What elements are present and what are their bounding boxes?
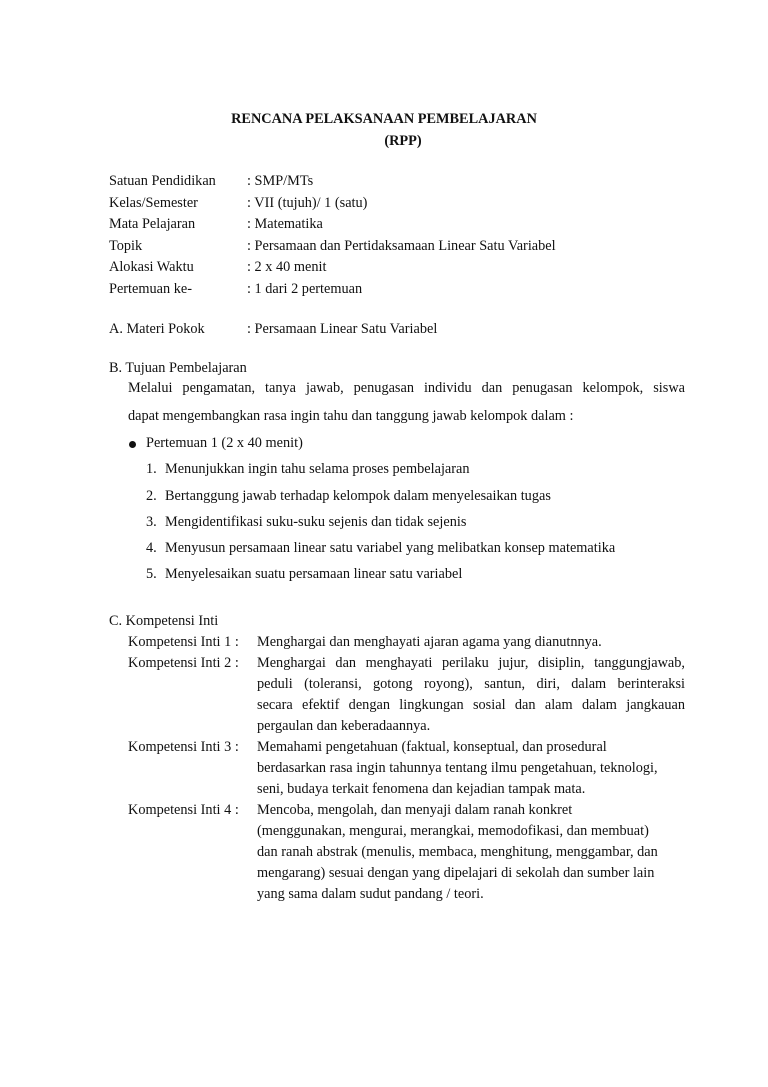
- ki-text: peduli (toleransi, gotong royong), santun, diri, dalam berinteraksi: [257, 676, 685, 692]
- identity-value: : 2 x 40 menit: [247, 259, 327, 275]
- identity-value: : SMP/MTs: [247, 173, 314, 189]
- objective-text: Menunjukkan ingin tahu selama proses pembelajaran: [165, 461, 470, 477]
- ki-text: mengarang) sesuai dengan yang dipelajari di sekolah dan sumber lain: [257, 865, 655, 881]
- document-title: RENCANA PELAKSANAAN PEMBELAJARAN: [231, 111, 537, 127]
- ki-text: Memahami pengetahuan (faktual, konseptual, dan prosedural: [257, 739, 607, 755]
- identity-label: Pertemuan ke-: [109, 281, 192, 297]
- bullet-icon: [129, 441, 136, 448]
- objective-text: Bertanggung jawab terhadap kelompok dalam menyelesaikan tugas: [165, 488, 551, 504]
- objective-text: Menyelesaikan suatu persamaan linear satu variabel: [165, 566, 463, 582]
- objective-text: Mengidentifikasi suku-suku sejenis dan tidak sejenis: [165, 514, 467, 530]
- ki-text: berdasarkan rasa ingin tahunnya tentang ilmu pengetahuan, teknologi,: [257, 760, 658, 776]
- identity-label: Alokasi Waktu: [109, 259, 194, 275]
- identity-label: Satuan Pendidikan: [109, 173, 216, 189]
- document-subtitle: (RPP): [384, 133, 422, 149]
- ki-label: Kompetensi Inti 1 :: [128, 634, 239, 650]
- identity-value: : VII (tujuh)/ 1 (satu): [247, 195, 368, 211]
- section-a-label: A. Materi Pokok: [109, 321, 205, 337]
- section-a-value: : Persamaan Linear Satu Variabel: [247, 321, 438, 337]
- ki-label: Kompetensi Inti 2 :: [128, 655, 239, 671]
- identity-value: : 1 dari 2 pertemuan: [247, 281, 363, 297]
- ki-text: Mencoba, mengolah, dan menyaji dalam ranah konkret: [257, 802, 573, 818]
- ki-text: yang sama dalam sudut pandang / teori.: [257, 886, 484, 902]
- meeting-label: Pertemuan 1 (2 x 40 menit): [146, 435, 303, 451]
- section-c-heading: C. Kompetensi Inti: [109, 613, 219, 629]
- identity-label: Kelas/Semester: [109, 195, 198, 211]
- objective-number: 1.: [146, 461, 157, 477]
- objective-number: 4.: [146, 540, 157, 556]
- objective-text: Menyusun persamaan linear satu variabel yang melibatkan konsep matematika: [165, 540, 616, 556]
- section-b-intro-line: dapat mengembangkan rasa ingin tahu dan tanggung jawab kelompok dalam :: [128, 408, 574, 424]
- ki-label: Kompetensi Inti 3 :: [128, 739, 239, 755]
- ki-text: Menghargai dan menghayati ajaran agama yang dianutnnya.: [257, 634, 602, 650]
- identity-value: : Matematika: [247, 216, 323, 232]
- ki-text: dan ranah abstrak (menulis, membaca, menghitung, menggambar, dan: [257, 844, 658, 860]
- objective-number: 5.: [146, 566, 157, 582]
- ki-text: pergaulan dan keberadaannya.: [257, 718, 431, 734]
- objective-number: 2.: [146, 488, 157, 504]
- identity-label: Mata Pelajaran: [109, 216, 196, 232]
- ki-text: secara efektif dengan lingkungan sosial dan alam dalam jangkauan: [257, 697, 685, 713]
- identity-label: Topik: [109, 238, 143, 254]
- section-b-intro-line: Melalui pengamatan, tanya jawab, penugasan individu dan penugasan kelompok, siswa: [128, 380, 685, 396]
- ki-text: seni, budaya terkait fenomena dan kejadian tampak mata.: [257, 781, 586, 797]
- ki-text: (menggunakan, mengurai, merangkai, memodofikasi, dan membuat): [257, 823, 649, 839]
- identity-value: : Persamaan dan Pertidaksamaan Linear Satu Variabel: [247, 238, 556, 254]
- ki-text: Menghargai dan menghayati perilaku jujur, disiplin, tanggungjawab,: [257, 655, 685, 671]
- objective-number: 3.: [146, 514, 157, 530]
- ki-label: Kompetensi Inti 4 :: [128, 802, 239, 818]
- section-b-heading: B. Tujuan Pembelajaran: [109, 360, 247, 376]
